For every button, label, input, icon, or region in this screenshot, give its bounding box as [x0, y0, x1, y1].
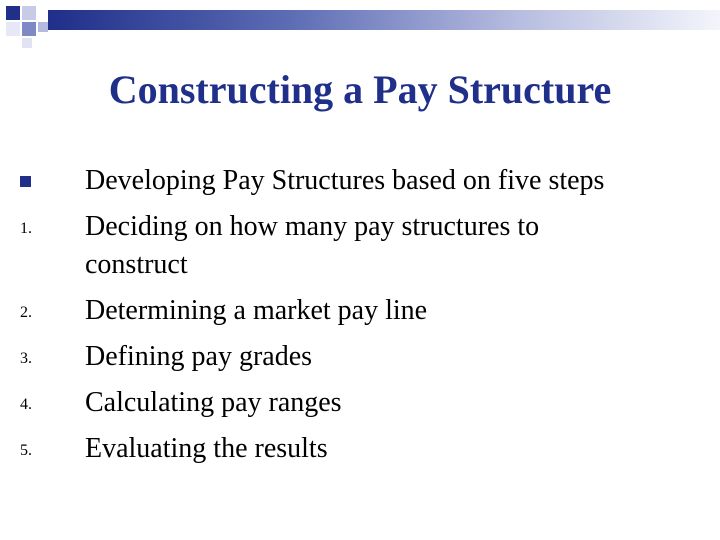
- list-number: 4.: [20, 396, 32, 413]
- list-item-text: Evaluating the results: [85, 433, 328, 464]
- square-bullet-icon: [20, 176, 31, 187]
- list-item-text: Determining a market pay line: [85, 295, 428, 326]
- list-number: 1.: [20, 220, 32, 237]
- list-number: 3.: [20, 350, 32, 367]
- list-item-text: Calculating pay ranges: [85, 387, 342, 418]
- slide-title: Constructing a Pay Structure: [108, 67, 612, 112]
- list-number: 5.: [20, 442, 32, 459]
- list-item-text: Defining pay grades: [85, 341, 313, 372]
- intro-text: Developing Pay Structures based on five steps: [85, 165, 605, 196]
- list-item-text-continued: construct: [85, 249, 188, 280]
- list-item-text: Deciding on how many pay structures to: [85, 211, 540, 242]
- list-number: 2.: [20, 304, 32, 321]
